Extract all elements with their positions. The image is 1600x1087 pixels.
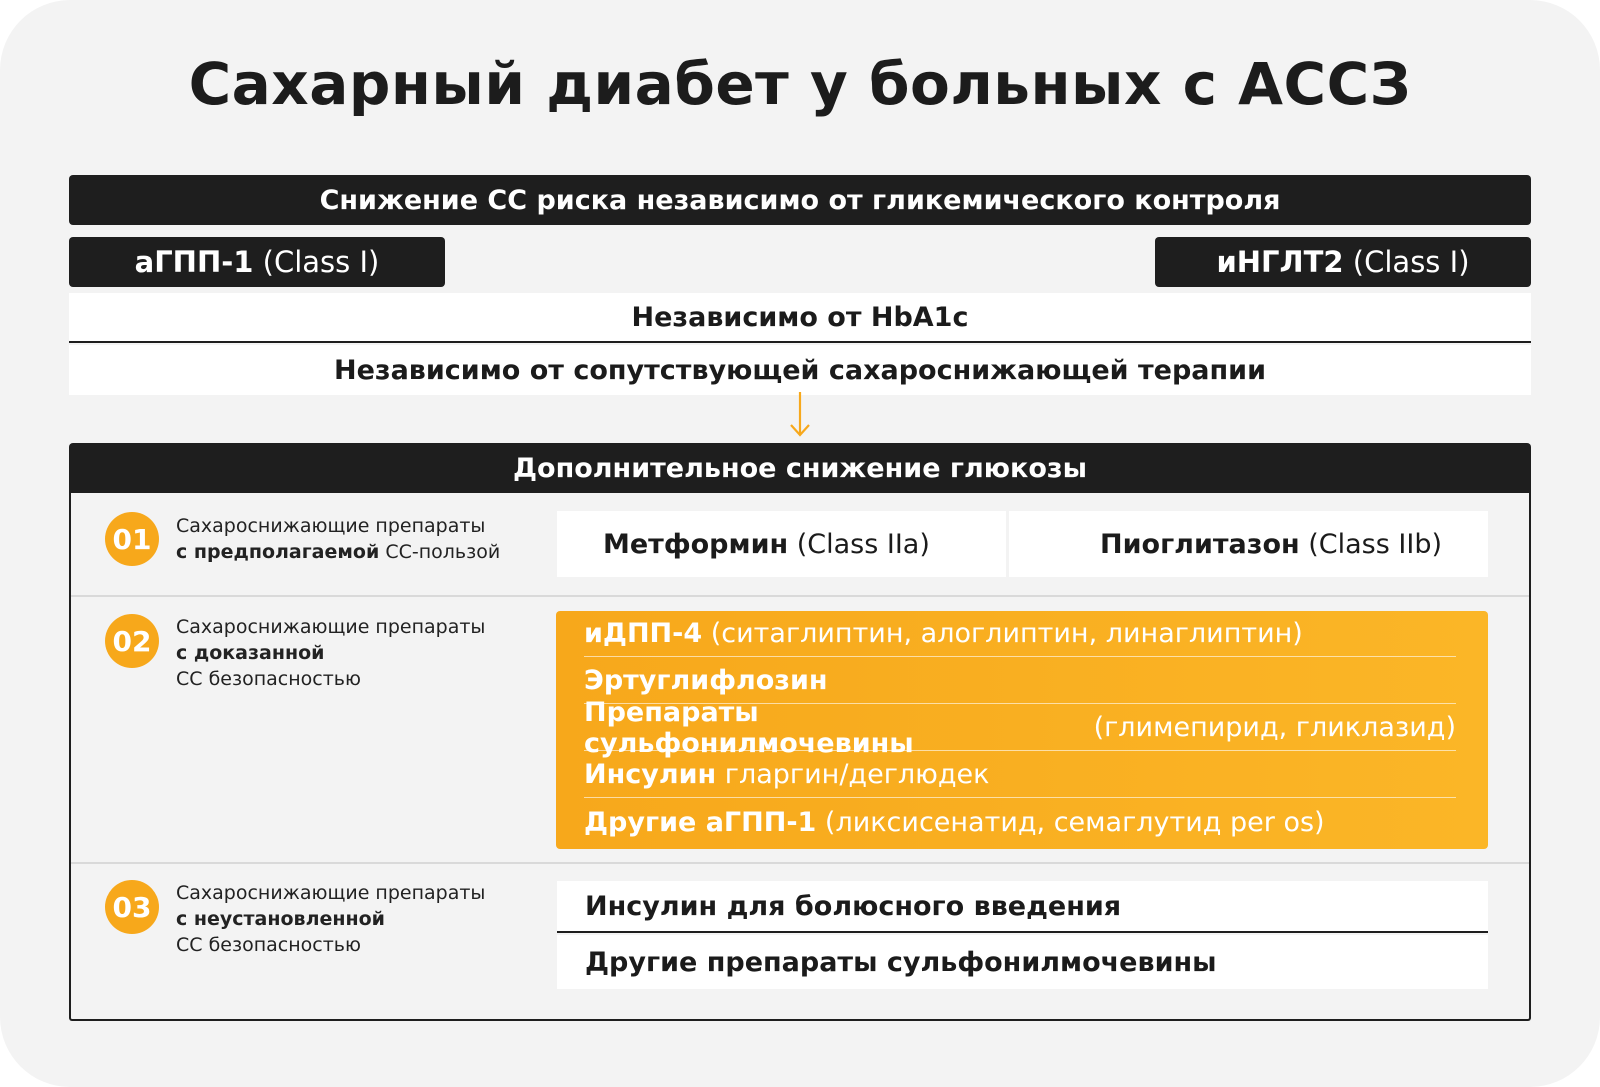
hba1c-text: Независимо от HbA1c [631, 301, 969, 333]
safe-drug-3 [584, 696, 1456, 759]
safe-drug-4-name: Инсулин [584, 759, 717, 790]
safe-drug-5-note: (ликсисенатид, семаглутид per os) [816, 806, 1325, 838]
therapy-line [69, 345, 1531, 395]
row-3-number: 03 [105, 880, 159, 934]
row-1-desc-line2 [176, 539, 500, 565]
page-title: Сахарный диабет у больных с АССЗ [188, 50, 1412, 118]
safe-drug-1-note: (ситаглиптин, алоглиптин, линаглиптин) [702, 618, 1303, 649]
safe-drug-1 [584, 611, 1456, 657]
row-1-desc-bold: с предполагаемой [176, 541, 380, 563]
unknown-safety-drug-2: Другие препараты сульфонилмочевины [557, 935, 1488, 989]
row-1-desc-line1: Сахароснижающие препараты [176, 515, 486, 537]
safe-drug-3-note: (глимепирид, гликлазид) [1084, 712, 1456, 743]
row-2-number: 02 [105, 614, 159, 668]
row-2-desc-bold: с доказанной [176, 642, 325, 664]
safe-drug-1-name: иДПП-4 [584, 618, 703, 649]
row-divider-1 [71, 595, 1529, 597]
left-badge-class: (Class I) [253, 245, 380, 279]
row-3-desc-line1: Сахароснижающие препараты [176, 882, 486, 904]
row-divider-2 [71, 862, 1529, 864]
safe-drug-5 [584, 799, 1456, 845]
down-arrow-icon [788, 392, 812, 438]
safe-drug-5-name: Другие аГПП-1 [584, 806, 817, 838]
right-badge-class: (Class I) [1343, 245, 1470, 279]
therapy-text: Независимо от сопутствующей сахароснижающей терапии [333, 354, 1266, 386]
pioglitazone-name: Пиоглитазон [1100, 528, 1300, 560]
safe-drug-2-name: Эртуглифлозин [584, 665, 828, 696]
top-banner-text: Снижение СС риска независимо от гликемического контроля [319, 184, 1281, 216]
unknown-safety-drug-1: Инсулин для болюсного введения [557, 881, 1488, 933]
pioglitazone-cell [1009, 511, 1488, 577]
safe-drug-3-name: Препараты сульфонилмочевины [584, 696, 914, 759]
left-badge [69, 237, 445, 287]
section-header [69, 443, 1531, 493]
left-badge-drug: аГПП-1 [134, 245, 254, 279]
row-3-desc-line2 [176, 906, 485, 932]
row-1-description [176, 513, 500, 565]
row-2-description [176, 614, 485, 692]
hba1c-line [69, 293, 1531, 343]
row-2-desc-line1: Сахароснижающие препараты [176, 616, 486, 638]
row-3-desc-bold: с неустановленной [176, 908, 385, 930]
row-1-desc-light: СС-пользой [379, 541, 501, 563]
right-badge-drug: иНГЛТ2 [1216, 245, 1344, 279]
top-banner [69, 175, 1531, 225]
right-badge [1155, 237, 1531, 287]
safe-drug-4 [584, 752, 1456, 798]
row-3-description [176, 880, 485, 958]
safe-drugs-list [556, 611, 1488, 849]
pioglitazone-class: (Class IIb) [1299, 528, 1442, 560]
row-2-desc-line3: СС безопасностью [176, 668, 361, 690]
safe-drug-4-note: гларгин/деглюдек [716, 759, 990, 790]
metformin-class: (Class IIa) [788, 528, 930, 560]
row-2-desc-line2 [176, 640, 485, 666]
row-1-number: 01 [105, 512, 159, 566]
metformin-name: Метформин [603, 528, 789, 560]
row-3-desc-line3: СС безопасностью [176, 934, 361, 956]
section-header-text: Дополнительное снижение глюкозы [512, 452, 1088, 484]
metformin-cell [557, 511, 1006, 577]
